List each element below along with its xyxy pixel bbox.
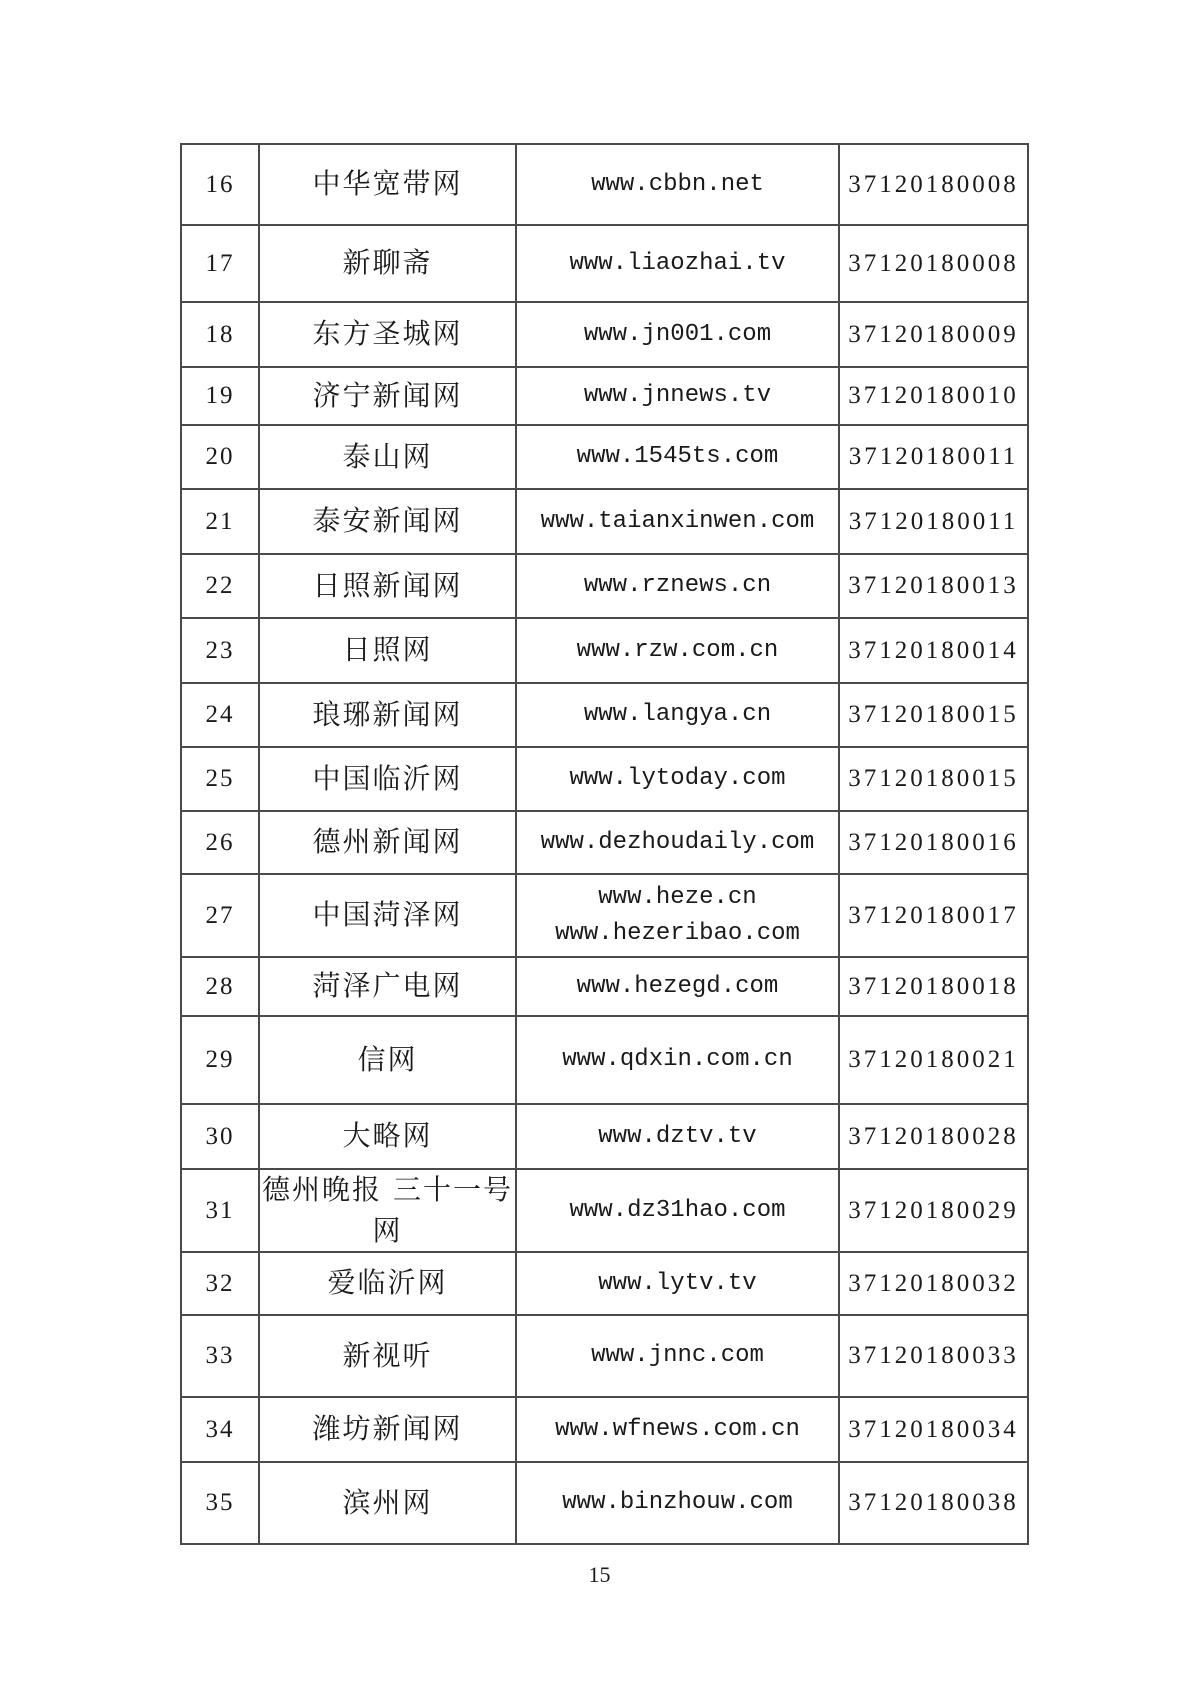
- table-row: [181, 957, 1028, 1016]
- license-number-cell: 37120180018: [839, 957, 1028, 1016]
- license-number-cell: 37120180032: [839, 1252, 1028, 1315]
- site-url: www.qdxin.com.cn: [562, 1046, 793, 1073]
- site-url-cell: [516, 1315, 839, 1397]
- site-name-cell: 琅琊新闻网: [259, 683, 516, 747]
- row-index-cell: 29: [181, 1016, 259, 1104]
- page-number: 15: [588, 1562, 611, 1587]
- site-name-cell: 新视听: [259, 1315, 516, 1397]
- table-row: [181, 144, 1028, 225]
- row-index-cell: 31: [181, 1169, 259, 1252]
- table-row: [181, 747, 1028, 811]
- row-index-cell: 26: [181, 811, 259, 874]
- site-url-cell: [516, 747, 839, 811]
- license-number-cell: 37120180011: [839, 489, 1028, 554]
- table-row: [181, 489, 1028, 554]
- site-name-cell: 济宁新闻网: [259, 367, 516, 425]
- table-row: [181, 618, 1028, 683]
- row-index-cell: 19: [181, 367, 259, 425]
- site-name-cell: 泰安新闻网: [259, 489, 516, 554]
- row-index-cell: 17: [181, 225, 259, 302]
- site-name-cell: 泰山网: [259, 425, 516, 489]
- license-number-cell: 37120180016: [839, 811, 1028, 874]
- site-url-cell: [516, 1252, 839, 1315]
- site-name-cell: 德州晚报 三十一号网: [259, 1169, 516, 1252]
- site-name-cell: 东方圣城网: [259, 302, 516, 367]
- site-name-cell: 日照新闻网: [259, 554, 516, 618]
- site-name-cell: 爱临沂网: [259, 1252, 516, 1315]
- site-url-cell: [516, 225, 839, 302]
- site-url: www.jnnc.com: [591, 1342, 764, 1370]
- table-row: [181, 1104, 1028, 1169]
- license-number-cell: 37120180014: [839, 618, 1028, 683]
- table-row: [181, 225, 1028, 302]
- site-url: www.lytoday.com: [569, 765, 786, 792]
- site-name-cell: 德州新闻网: [259, 811, 516, 874]
- site-url-cell: [516, 302, 839, 367]
- site-name-cell: 日照网: [259, 618, 516, 683]
- row-index-cell: 21: [181, 489, 259, 554]
- row-index-cell: 33: [181, 1315, 259, 1397]
- site-url-cell: [516, 1016, 839, 1104]
- table-row: [181, 1252, 1028, 1315]
- table-row: [181, 1397, 1028, 1462]
- license-number-cell: 37120180015: [839, 683, 1028, 747]
- license-number-cell: 37120180009: [839, 302, 1028, 367]
- site-name-cell: 新聊斋: [259, 225, 516, 302]
- site-url: www.dz31hao.com: [569, 1196, 786, 1224]
- site-url-cell: [516, 1397, 839, 1462]
- site-url-cell: [516, 957, 839, 1016]
- license-number-cell: 37120180010: [839, 367, 1028, 425]
- row-index-cell: 35: [181, 1462, 259, 1544]
- site-name-cell: 大略网: [259, 1104, 516, 1169]
- site-url-cell: [516, 1462, 839, 1544]
- table-row: [181, 811, 1028, 874]
- row-index-cell: 20: [181, 425, 259, 489]
- site-name-cell: 中华宽带网: [259, 144, 516, 225]
- site-name-cell: 潍坊新闻网: [259, 1397, 516, 1462]
- site-url: www.heze.cn: [598, 883, 757, 911]
- site-url: www.jnnews.tv: [583, 382, 772, 409]
- site-name-cell: 信网: [259, 1016, 516, 1104]
- license-number-cell: 37120180008: [839, 225, 1028, 302]
- site-url: www.binzhouw.com: [562, 1489, 793, 1517]
- site-url-cell: [516, 874, 839, 957]
- license-number-cell: 37120180011: [839, 425, 1028, 489]
- site-url-cell: [516, 683, 839, 747]
- row-index-cell: 34: [181, 1397, 259, 1462]
- table-row: [181, 1462, 1028, 1544]
- site-url: www.rzw.com.cn: [576, 636, 779, 664]
- row-index-cell: 28: [181, 957, 259, 1016]
- site-url: www.1545ts.com: [576, 443, 779, 470]
- row-index-cell: 25: [181, 747, 259, 811]
- row-index-cell: 32: [181, 1252, 259, 1315]
- site-url: www.langya.cn: [583, 701, 772, 728]
- site-url: www.wfnews.com.cn: [555, 1415, 800, 1443]
- site-url: www.liaozhai.tv: [569, 249, 786, 277]
- site-url-cell: [516, 489, 839, 554]
- site-url: www.cbbn.net: [591, 170, 764, 198]
- site-url: www.lytv.tv: [598, 1269, 757, 1297]
- site-name-cell: 中国菏泽网: [259, 874, 516, 957]
- site-url-cell: [516, 1104, 839, 1169]
- license-number-cell: 37120180013: [839, 554, 1028, 618]
- site-url-cell: [516, 425, 839, 489]
- license-number-cell: 37120180033: [839, 1315, 1028, 1397]
- site-url: www.hezeribao.com: [555, 919, 800, 947]
- site-url: www.hezegd.com: [576, 972, 779, 1000]
- site-name-cell: 中国临沂网: [259, 747, 516, 811]
- row-index-cell: 22: [181, 554, 259, 618]
- site-url: www.rznews.cn: [583, 572, 772, 599]
- row-index-cell: 27: [181, 874, 259, 957]
- site-name-cell: 滨州网: [259, 1462, 516, 1544]
- site-name-cell: 菏泽广电网: [259, 957, 516, 1016]
- table-row: [181, 1315, 1028, 1397]
- site-url-cell: [516, 144, 839, 225]
- license-number-cell: 37120180021: [839, 1016, 1028, 1104]
- license-number-cell: 37120180029: [839, 1169, 1028, 1252]
- table-row: [181, 302, 1028, 367]
- site-url-cell: [516, 554, 839, 618]
- license-number-cell: 37120180028: [839, 1104, 1028, 1169]
- site-url: www.jn001.com: [583, 320, 772, 348]
- license-table: [180, 143, 1029, 1545]
- site-url: www.taianxinwen.com: [540, 507, 815, 535]
- site-url-cell: [516, 811, 839, 874]
- table-row: [181, 367, 1028, 425]
- license-number-cell: 37120180034: [839, 1397, 1028, 1462]
- table-row: [181, 554, 1028, 618]
- license-number-cell: 37120180015: [839, 747, 1028, 811]
- license-number-cell: 37120180038: [839, 1462, 1028, 1544]
- site-url: www.dezhoudaily.com: [540, 828, 815, 856]
- license-number-cell: 37120180017: [839, 874, 1028, 957]
- table-row: [181, 683, 1028, 747]
- row-index-cell: 16: [181, 144, 259, 225]
- site-url-cell: [516, 1169, 839, 1252]
- site-url-cell: [516, 367, 839, 425]
- row-index-cell: 23: [181, 618, 259, 683]
- row-index-cell: 18: [181, 302, 259, 367]
- row-index-cell: 24: [181, 683, 259, 747]
- row-index-cell: 30: [181, 1104, 259, 1169]
- table-row: [181, 1016, 1028, 1104]
- table-row: [181, 874, 1028, 957]
- license-number-cell: 37120180008: [839, 144, 1028, 225]
- site-url: www.dztv.tv: [598, 1122, 757, 1150]
- table-row: [181, 425, 1028, 489]
- site-url-cell: [516, 618, 839, 683]
- table-row: [181, 1169, 1028, 1252]
